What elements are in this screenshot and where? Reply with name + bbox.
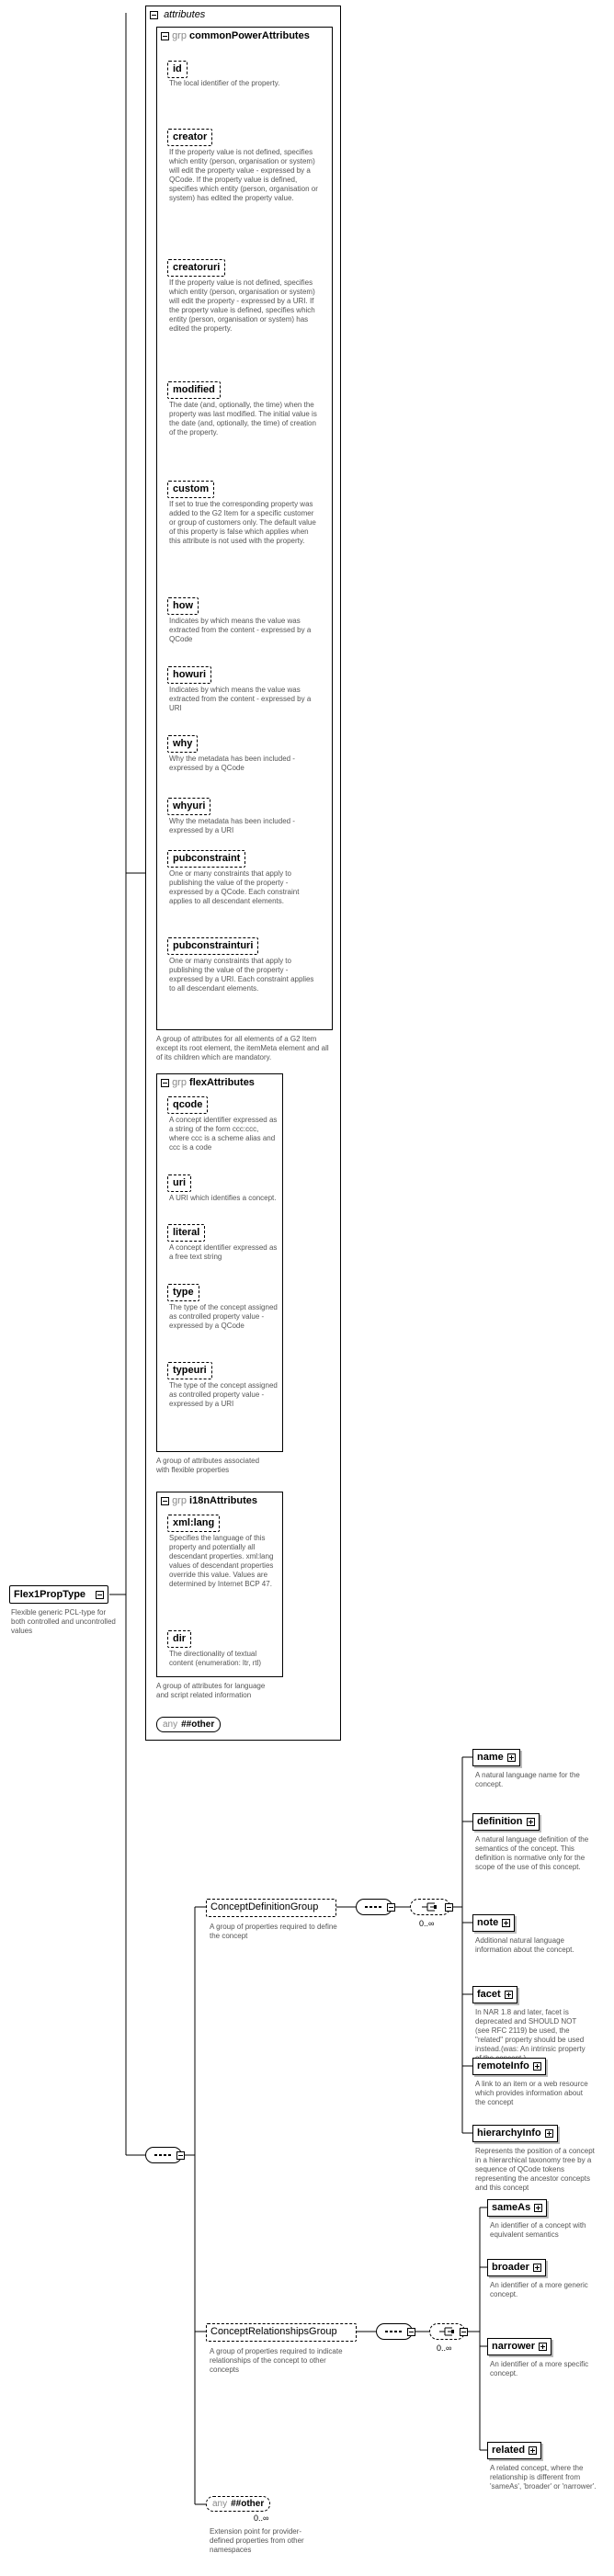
choice-icon — [438, 2325, 460, 2338]
choice-compositor[interactable] — [429, 2323, 465, 2340]
attribute-group-header: grp flexAttributes — [161, 1077, 255, 1088]
element-description: An identifier of a more specific concept. — [490, 2360, 589, 2377]
element-description: An identifier of a more generic concept. — [490, 2281, 588, 2298]
sequence-compositor[interactable] — [145, 2147, 182, 2163]
sequence-compositor[interactable] — [376, 2323, 413, 2340]
expand-icon[interactable] — [505, 1991, 513, 1999]
expand-icon[interactable] — [529, 2446, 537, 2455]
attribute-description: A URI which identifies a concept. — [169, 1194, 277, 1202]
collapse-icon[interactable] — [161, 1497, 169, 1505]
attribute-description: The directionality of textual content (enumeration: ltr, rtl) — [169, 1650, 262, 1667]
attribute-description: The type of the concept assigned as controlled property value - expressed by a URI — [169, 1381, 278, 1408]
attribute-how[interactable]: how — [167, 597, 199, 615]
attribute-description: One or many constraints that apply to publishing the value of the property - expressed by a QCode. Each constraint applies to all descendant elements. — [169, 869, 300, 905]
element-hierarchyinfo[interactable]: hierarchyInfo — [472, 2125, 558, 2142]
attribute-pubconstrainturi[interactable]: pubconstrainturi — [167, 937, 258, 955]
collapse-icon[interactable] — [387, 1903, 395, 1912]
attribute-description: If the property value is not defined, specifies which entity (person, organisation or system) will edit the property - expressed by a URI. If the property value is defined, specifies which entity (person, organisation or system) has edited the property. — [169, 278, 315, 333]
element-name[interactable]: name — [472, 1749, 520, 1766]
attribute-dir[interactable]: dir — [167, 1630, 191, 1648]
collapse-icon[interactable] — [460, 2328, 468, 2336]
attribute-description: Indicates by which means the value was extracted from the content - expressed by a QCode — [169, 617, 312, 643]
element-broader[interactable]: broader — [487, 2259, 546, 2276]
attribute-group-common-power — [156, 27, 333, 1030]
concept-relationships-group[interactable] — [206, 2323, 357, 2342]
attribute-description: The date (and, optionally, the time) when the property was last modified. The initial value is the date (and, optionally, the time) of creation of the property. — [169, 401, 317, 437]
attribute-description: One or many constraints that apply to publishing the value of the property - expressed by a URI. Each constraint applies to all descendant elements. — [169, 957, 314, 993]
attribute-group-flex — [156, 1073, 283, 1452]
collapse-icon[interactable] — [407, 2328, 415, 2336]
element-description: Additional natural language information about the concept. — [475, 1936, 574, 1954]
attribute-modified[interactable]: modified — [167, 381, 221, 399]
attribute-custom[interactable]: custom — [167, 481, 214, 498]
attribute-description: Why the metadata has been included - expressed by a QCode — [169, 755, 295, 772]
expand-icon[interactable] — [539, 2343, 547, 2351]
attribute-uri[interactable]: uri — [167, 1175, 191, 1192]
element-description: A link to an item or a web resource which provides information about the concept — [475, 2080, 588, 2106]
attribute-creatoruri[interactable]: creatoruri — [167, 259, 225, 277]
attribute-why[interactable]: why — [167, 735, 198, 753]
attribute-description: If set to true the corresponding property was added to the G2 Item for a specific customer or group of customers only. The default value of this property is false which applies when this attribute is not used with the property. — [169, 500, 316, 545]
attribute-whyuri[interactable]: whyuri — [167, 798, 210, 815]
expand-icon[interactable] — [507, 1753, 516, 1762]
element-description: In NAR 1.8 and later, facet is deprecated and SHOULD NOT (see RFC 2119) be used, the "related" property should be used instead.(was: An intrinsic property — [475, 2008, 586, 2053]
expand-icon[interactable] — [502, 1919, 510, 1927]
collapse-icon[interactable] — [96, 1591, 104, 1599]
attribute-description: The local identifier of the property. — [169, 79, 280, 87]
element-remoteinfo[interactable]: remoteInfo — [472, 2058, 546, 2075]
attribute-pubconstraint[interactable]: pubconstraint — [167, 850, 245, 868]
root-element[interactable] — [9, 1585, 108, 1604]
element-description: An identifier of a concept with equivalent semantics — [490, 2221, 586, 2239]
concept-relationships-group-name: ConceptRelationshipsGroup — [210, 2326, 337, 2337]
element-related[interactable]: related — [487, 2442, 541, 2459]
attributes-panel-title: attributes — [164, 9, 206, 20]
expand-icon[interactable] — [527, 1818, 535, 1826]
attribute-group-i18n — [156, 1492, 283, 1677]
cardinality-label: 0..∞ — [437, 2343, 452, 2353]
attribute-id[interactable]: id — [167, 61, 188, 78]
attribute-typeuri[interactable]: typeuri — [167, 1362, 212, 1379]
group-description: A group of properties required to define the concept — [210, 1923, 337, 1940]
attribute-description: Why the metadata has been included - expressed by a URI — [169, 817, 295, 834]
element-description: A related concept, where the relationship is different from 'sameAs', 'broader' or 'narrower'. — [490, 2464, 597, 2491]
attribute-description: Indicates by which means the value was extracted from the content - expressed by a URI — [169, 686, 312, 712]
any-other-attribute[interactable]: any ##other — [156, 1717, 221, 1732]
root-description: Flexible generic PCL-type for both controlled and uncontrolled values — [11, 1608, 116, 1635]
collapse-icon[interactable] — [150, 11, 158, 19]
expand-icon[interactable] — [534, 2204, 542, 2212]
root-element-name: Flex1PropType — [14, 1589, 86, 1600]
attribute-howuri[interactable]: howuri — [167, 666, 211, 684]
concept-definition-group-name: ConceptDefinitionGroup — [210, 1901, 319, 1912]
any-other-element[interactable]: any ##other — [206, 2496, 270, 2512]
element-description: A natural language name for the concept. — [475, 1771, 580, 1788]
element-description: A natural language definition of the semantics of the concept. This definition is normative only for the scope of the use of this concept. — [475, 1835, 589, 1871]
sequence-compositor[interactable] — [356, 1899, 392, 1915]
attribute-group-name: i18nAttributes — [189, 1495, 257, 1506]
attribute-qcode[interactable]: qcode — [167, 1096, 208, 1114]
attribute-type[interactable]: type — [167, 1284, 199, 1301]
attributes-panel — [145, 6, 341, 1741]
any-other-description: Extension point for provider-defined properties from other namespaces — [210, 2527, 304, 2554]
attribute-group-name: commonPowerAttributes — [189, 30, 310, 41]
collapse-icon[interactable] — [161, 32, 169, 40]
attribute-description: If the property value is not defined, specifies which entity (person, organisation or system) will edit the property value - expressed by a QCode. If the property value is defined, specifies which entity (person, organisation or system) has edited the property value. — [169, 148, 318, 202]
element-description: Represents the position of a concept in a hierarchical taxonomy tree by a sequence of QCode tokens representing the ancestor concepts and this concept — [475, 2147, 595, 2192]
collapse-icon[interactable] — [161, 1079, 169, 1087]
element-definition[interactable]: definition — [472, 1813, 540, 1831]
element-note[interactable]: note — [472, 1914, 515, 1932]
attribute-description: A concept identifier expressed as a string of the form ccc:ccc, where ccc is a scheme alias and ccc is a code — [169, 1116, 278, 1152]
attribute-creator[interactable]: creator — [167, 129, 212, 146]
expand-icon[interactable] — [545, 2129, 553, 2138]
choice-compositor[interactable] — [410, 1899, 450, 1915]
attribute-group-header: grp commonPowerAttributes — [161, 30, 310, 41]
concept-definition-group[interactable] — [206, 1899, 336, 1917]
element-sameas[interactable]: sameAs — [487, 2199, 547, 2217]
expand-icon[interactable] — [533, 2062, 541, 2071]
expand-icon[interactable] — [533, 2264, 541, 2272]
group-description: A group of properties required to indicate relationships of the concept to other concepts — [210, 2347, 343, 2374]
element-facet[interactable]: facet — [472, 1986, 517, 2003]
cardinality-label: 0..∞ — [254, 2514, 269, 2523]
attribute-group-description: A group of attributes for all elements of a G2 Item except its root element, the itemMeta element and all of its children which are mandatory. — [156, 1035, 329, 1061]
attribute-xml-lang[interactable]: xml:lang — [167, 1515, 220, 1532]
cardinality-label: 0..∞ — [419, 1919, 435, 1928]
collapse-icon[interactable] — [176, 2151, 185, 2160]
attribute-description: Specifies the language of this property and potentially all descendant properties. xml:lang values of descendant properties override this value. Values are determined by Internet BCP 47. — [169, 1534, 274, 1588]
choice-icon — [420, 1901, 442, 1913]
attribute-group-description: A group of attributes for language and script related information — [156, 1682, 266, 1699]
attribute-description: A concept identifier expressed as a free text string — [169, 1243, 278, 1261]
attribute-description: The type of the concept assigned as controlled property value - expressed by a QCode — [169, 1303, 278, 1330]
attribute-literal[interactable]: literal — [167, 1224, 205, 1242]
attribute-group-header: grp i18nAttributes — [161, 1495, 257, 1506]
collapse-icon[interactable] — [445, 1903, 453, 1912]
attribute-group-name: flexAttributes — [189, 1077, 255, 1088]
attribute-group-description: A group of attributes associated with flexible properties — [156, 1457, 260, 1474]
element-narrower[interactable]: narrower — [487, 2338, 551, 2355]
